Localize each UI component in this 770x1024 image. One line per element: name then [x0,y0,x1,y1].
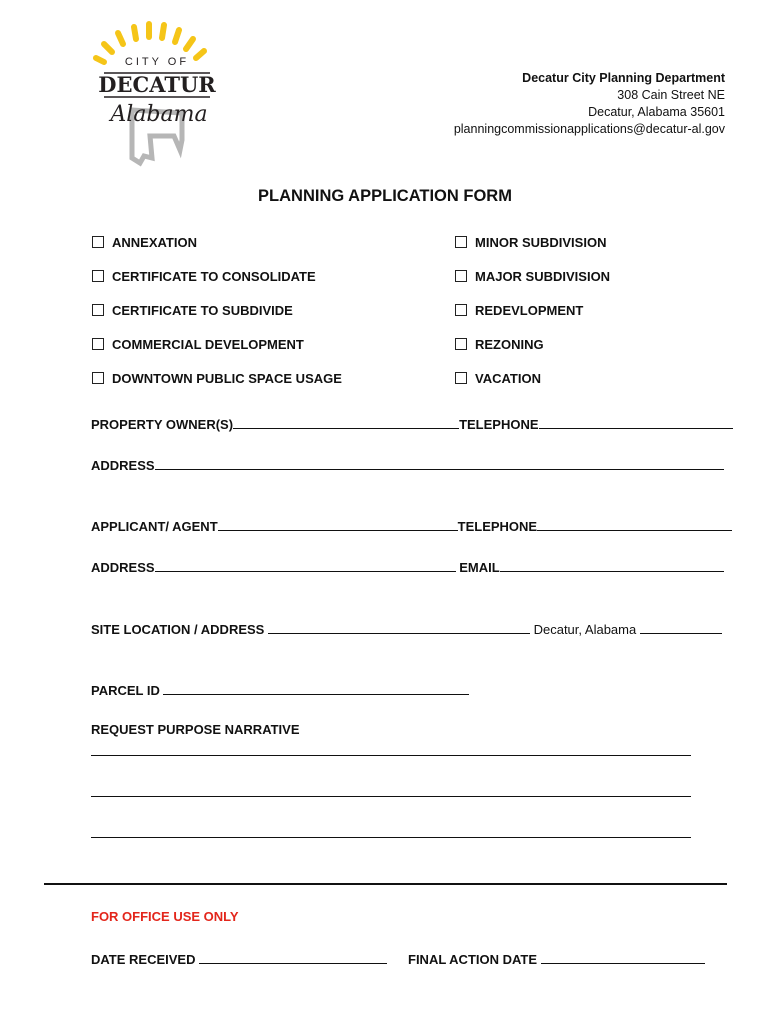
option-label: CERTIFICATE TO CONSOLIDATE [112,269,316,284]
applicant-address-row [91,558,724,575]
svg-text:Alabama: Alabama [110,102,208,127]
checkbox[interactable] [455,304,467,316]
parcel-id-label: PARCEL ID [91,683,160,698]
site-location-label: SITE LOCATION / ADDRESS [91,622,265,637]
option-downtown-public-space-usage[interactable] [92,371,342,386]
option-major-subdivision[interactable] [455,269,610,284]
checkbox[interactable] [455,372,467,384]
applicant-field[interactable] [218,517,458,531]
department-email: planningcommissionapplications@decatur-al.gov [453,122,725,136]
applicant-address-field[interactable] [155,558,456,572]
form-title: PLANNING APPLICATION FORM [258,187,512,205]
checkbox[interactable] [92,338,104,350]
option-vacation[interactable] [455,371,541,386]
option-label: MINOR SUBDIVISION [475,235,607,250]
narrative-line [91,824,691,841]
owner-address-label: ADDRESS [91,458,155,473]
email-field[interactable] [500,558,724,572]
option-label: MAJOR SUBDIVISION [475,269,611,284]
svg-text:CITY OF: CITY OF [124,56,190,68]
option-label: CERTIFICATE TO SUBDIVIDE [112,303,293,318]
option-rezoning[interactable] [455,337,544,352]
parcel-id-field[interactable] [163,681,469,695]
checkbox[interactable] [92,304,104,316]
department-name: Decatur City Planning Department [522,71,725,85]
option-minor-subdivision[interactable] [455,235,606,250]
applicant-telephone-label: TELEPHONE [457,519,538,534]
svg-text:DECATUR: DECATUR [98,72,216,97]
final-action-date-field[interactable] [541,950,705,964]
option-certificate-to-consolidate[interactable] [92,269,316,284]
owner-field[interactable] [233,415,459,429]
checkbox[interactable] [455,270,467,282]
narrative-line [91,783,691,800]
narrative-field-1[interactable] [91,742,691,756]
date-received-label: DATE RECEIVED [91,952,196,967]
option-commercial-development[interactable] [92,337,304,352]
city-state-zip: Decatur, Alabama 35601 [588,105,725,119]
owner-row [91,415,733,432]
applicant-telephone-field[interactable] [537,517,732,531]
checkbox[interactable] [455,338,467,350]
option-label: DOWNTOWN PUBLIC SPACE USAGE [112,371,342,386]
final-action-row [408,950,705,967]
owner-telephone-label: TELEPHONE [459,417,539,432]
narrative-field-3[interactable] [91,824,691,838]
city-of-decatur-logo [82,18,232,170]
owner-address-field[interactable] [155,456,724,470]
applicant-address-label: ADDRESS [91,560,155,575]
date-received-row [91,950,387,967]
checkbox[interactable] [455,236,467,248]
option-label: REZONING [475,337,544,352]
option-annexation[interactable] [92,235,197,250]
site-location-row [91,620,722,637]
applicant-row [91,517,732,534]
parcel-row [91,681,469,698]
checkbox[interactable] [92,372,104,384]
narrative-label: REQUEST PURPOSE NARRATIVE [91,722,300,737]
applicant-label: APPLICANT/ AGENT [91,519,218,534]
site-city: Decatur, Alabama [533,622,637,637]
narrative-line [91,742,691,759]
date-received-field[interactable] [199,950,387,964]
site-location-field[interactable] [268,620,530,634]
final-action-date-label: FINAL ACTION DATE [408,952,538,967]
section-divider [44,883,727,885]
option-label: REDEVLOPMENT [475,303,584,318]
owner-telephone-field[interactable] [539,415,733,429]
narrative-field-2[interactable] [91,783,691,797]
option-label: ANNEXATION [112,235,197,250]
option-label: VACATION [475,371,541,386]
email-label: EMAIL [459,560,500,575]
option-label: COMMERCIAL DEVELOPMENT [112,337,304,352]
street-address: 308 Cain Street NE [617,88,725,102]
department-address [454,70,725,138]
option-certificate-to-subdivide[interactable] [92,303,293,318]
owner-address-row [91,456,724,473]
option-redevelopment[interactable] [455,303,583,318]
checkbox[interactable] [92,236,104,248]
owner-label: PROPERTY OWNER(S) [91,417,234,432]
site-extra-field[interactable] [640,620,722,634]
checkbox[interactable] [92,270,104,282]
office-use-heading: FOR OFFICE USE ONLY [91,909,239,924]
